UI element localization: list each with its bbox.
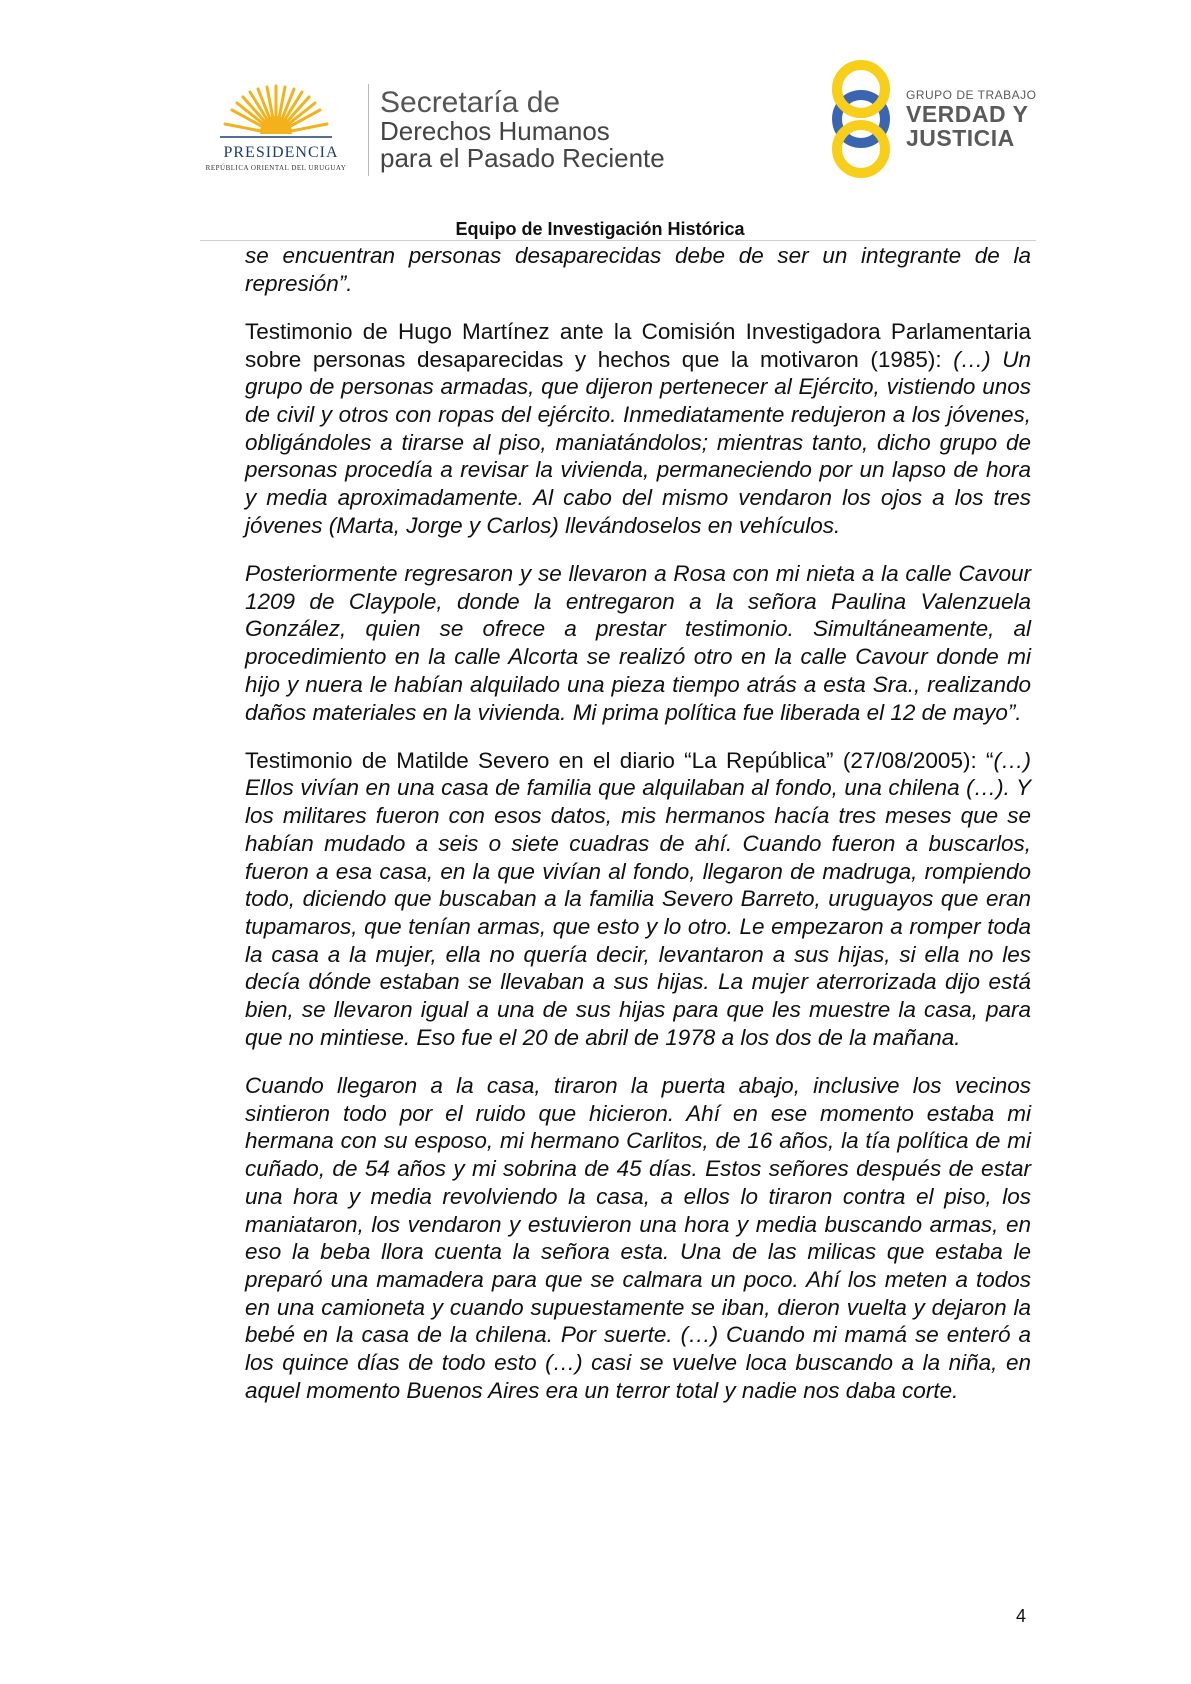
grupo-line-3: JUSTICIA — [906, 125, 1015, 151]
header-rule — [200, 240, 1036, 241]
paragraph-2-intro: Testimonio de Hugo Martínez ante la Comisión Investigadora Parlamentaria sobre personas desaparecidas y hechos que la motivaron (1985): — [245, 318, 1031, 372]
presidencia-logo — [196, 82, 356, 182]
paragraph-2 — [245, 318, 1031, 540]
secretaria-line-1: Secretaría de — [380, 86, 561, 119]
sun-icon — [216, 82, 336, 146]
logo-divider — [368, 84, 369, 176]
grupo-line-1: GRUPO DE TRABAJO — [906, 88, 1037, 102]
grupo-line-2: VERDAD Y — [906, 101, 1029, 127]
paragraph-1: se encuentran personas desaparecidas debe de ser un integrante de la represión”. — [245, 243, 1031, 296]
paragraph-5: Cuando llegaron a la casa, tiraron la puerta abajo, inclusive los vecinos sintieron todo por el ruido que hicieron. Ahí en ese momento estaba mi hermana con su esposo, mi hermano Carlitos, de 16 años, la tía política de mi cuñado, de 54 años y mi sobrina de 45 días. Estos señores después de estar una hora y media revolviendo la casa, a ellos lo tiraron contra el piso, los maniataron, los vendaron y estuvieron una hora y media buscando armas, en eso la beba llora cuenta la señora esta. Una de las milicas que estaba le preparó una mamadera para que se calmara un poco. Ahí los meten a todos en una camioneta y cuando supuestamente se iban, dieron vuelta y dejaron la bebé en la casa de la chilena. Por suerte. (…) Cuando mi mamá se enteró a los quince días de todo esto (…) casi se vuelve loca buscando a la niña, en aquel momento Buenos Aires era un terror total y nadie nos daba corte. — [245, 1072, 1031, 1403]
grupo-trabajo-logo-text — [906, 88, 1036, 150]
paragraph-2-quote: (…) Un grupo de personas armadas, que dijeron pertenecer al Ejército, vistiendo unos de civil y otros con ropas del ejército. Inmediatamente redujeron a los jóvenes, obligándoles a tirarse al piso, maniatándolos; mientras tanto, dicho grupo de personas procedía a revisar la vivienda, permaneciendo por un lapso de hora y media aproximadamente. Al cabo del mismo vendaron los ojos a los tres jóvenes (Marta, Jorge y Carlos) llevándoselos en vehículos. — [245, 346, 1031, 538]
team-title: Equipo de Investigación Histórica — [455, 219, 745, 239]
presidencia-subtitle: REPÚBLICA ORIENTAL DEL URUGUAY — [205, 164, 347, 172]
secretaria-logo-text — [380, 88, 720, 172]
secretaria-line-2: Derechos Humanos — [380, 116, 610, 146]
paragraph-4-quote: (…) Ellos vivían en una casa de familia que alquilaban al fondo, una chilena (…). Y los militares fueron con esos datos, mis hermanos hacía tres meses que se habían mudado a seis o siete cuadras de ahí. Cuando fueron a buscarlos, fueron a esa casa, en la que vivían al fondo, llegaron de madruga, rompiendo todo, diciendo que buscaban a la familia Severo Barreto, uruguayos que eran tupamaros, que tenían armas, que esto y lo otro. Le empezaron a romper toda la casa a la mujer, ella no quería decir, levantaron a sus hijas, si ella no les decía dónde estaban se llevaban a sus hijas. La mujer aterrorizada dijo está bien, se llevaron igual a una de sus hijas para que les muestre la casa, para que no mintiese. Eso fue el 20 de abril de 1978 a los dos de la mañana. — [245, 747, 1031, 1050]
paragraph-4-intro: Testimonio de Matilde Severo en el diario “La República” (27/08/2005): “ — [245, 747, 994, 773]
paragraph-4 — [245, 747, 1031, 1052]
document-body — [245, 242, 1031, 1425]
linked-rings-icon — [826, 58, 896, 180]
paragraph-3: Posteriormente regresaron y se llevaron a Rosa con mi nieta a la calle Cavour 1209 de Claypole, donde la entregaron a la señora Paulina Valenzuela González, quien se ofrece a prestar testimonio. Simultáneamente, al procedimiento en la calle Alcorta se realizó otro en la calle Cavour donde mi hijo y nuera le habían alquilado una pieza tiempo atrás a esta Sra., realizando daños materiales en la vivienda. Mi prima política fue liberada el 12 de mayo”. — [245, 561, 1031, 725]
page-number: 4 — [1016, 1606, 1027, 1626]
secretaria-line-3: para el Pasado Reciente — [380, 143, 665, 173]
presidencia-label: PRESIDENCIA — [223, 144, 339, 161]
